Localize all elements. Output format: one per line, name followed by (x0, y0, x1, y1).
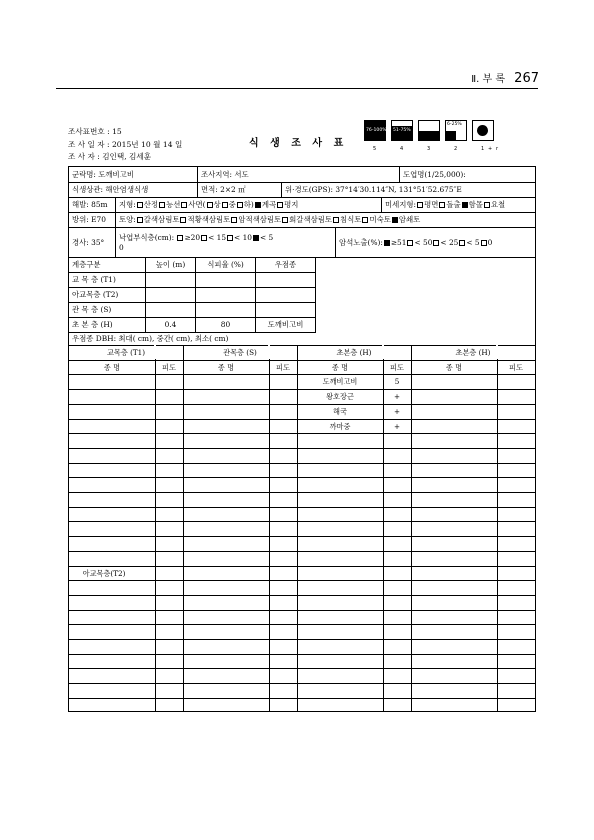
survey-location: 조사지역: 서도 (197, 167, 401, 182)
coverage-label: 26-50% (420, 128, 438, 133)
terrain (115, 197, 383, 212)
grid-row-line (69, 404, 535, 405)
option-label: 침식토 (340, 215, 362, 224)
option-checkbox[interactable] (231, 217, 237, 223)
coverage-label: 76-100% (366, 128, 387, 133)
option-label: < 5 (466, 237, 480, 247)
grid-column-line (411, 345, 412, 711)
microterrain-options (416, 199, 505, 210)
grid-row-line (69, 639, 535, 640)
option-checkbox[interactable] (407, 240, 413, 246)
soil (115, 212, 539, 227)
microterrain (381, 197, 537, 212)
option-checkbox[interactable] (462, 202, 468, 208)
option-checkbox[interactable] (459, 240, 465, 246)
plot-area: 면적: 2×2 ㎡ (197, 182, 284, 197)
herb-species-cover: + (393, 392, 401, 402)
survey-date: 조 사 일 자 : 2015년 10 월 14 일 (68, 139, 183, 149)
grid-row-line (69, 374, 535, 375)
species-cover-header: 피도 (390, 362, 404, 372)
option-label: 사면( (188, 200, 206, 209)
row-dbh (69, 332, 535, 346)
grid-row-line (69, 668, 535, 669)
grid-row-line (69, 698, 535, 699)
coverage-number: 2 (454, 146, 458, 152)
option-checkbox[interactable] (362, 217, 368, 223)
grid-row-line (69, 536, 535, 537)
strata-cell: 식피율 (%) (195, 257, 255, 272)
row-terrain (69, 197, 535, 213)
strata-cell: 0.4 (145, 317, 195, 332)
coverage-number: + (488, 146, 493, 152)
strata-row (69, 287, 316, 303)
option-label: 돌출 (446, 200, 461, 209)
option-checkbox[interactable] (181, 202, 187, 208)
option-checkbox[interactable] (137, 217, 143, 223)
option-label: 산정 (143, 200, 159, 209)
option-checkbox[interactable] (433, 240, 439, 246)
grid-row-line (69, 389, 535, 390)
strata-cell: 초 본 층 (H) (72, 320, 113, 329)
strata-cell: 우점종 (255, 257, 315, 272)
option-label: 함몰 (468, 200, 483, 209)
herb-species-name: 해국 (333, 406, 347, 416)
header-merge-mask (382, 345, 384, 359)
rock-exposure (335, 227, 537, 257)
survey-form (68, 166, 536, 712)
species-cover-header: 피도 (276, 362, 290, 372)
option-checkbox[interactable] (159, 202, 165, 208)
row-community (69, 167, 535, 183)
option-label: 평지 (284, 200, 299, 209)
option-checkbox[interactable] (484, 202, 490, 208)
coverage-box (391, 120, 413, 141)
grid-row-line (69, 654, 535, 655)
grid-row-line (69, 433, 535, 434)
soil-options (136, 214, 421, 225)
option-checkbox[interactable] (207, 202, 213, 208)
strata-cell (145, 302, 195, 317)
coverage-number: 1 (481, 146, 485, 152)
option-label: 미숙토 (369, 215, 391, 224)
option-label: 0 (487, 237, 493, 247)
option-checkbox[interactable] (384, 240, 390, 246)
option-checkbox[interactable] (277, 202, 283, 208)
option-label: 상 (213, 200, 221, 209)
strata-cell (255, 302, 315, 317)
option-label: 요철 (490, 200, 506, 209)
strata-cell (145, 272, 195, 287)
chapter-label: Ⅱ. 부 록 (471, 74, 505, 85)
grid-row-line (69, 360, 535, 361)
species-group-header: 관목층 (S) (223, 348, 257, 357)
strata-cell: 아교목층 (T2) (72, 290, 119, 299)
header-merge-mask (154, 345, 156, 359)
soil-label: 토양: (119, 215, 136, 224)
herb-species-cover: + (393, 406, 401, 416)
strata-cell: 도깨비고비 (255, 317, 315, 332)
coverage-box (472, 120, 494, 141)
terrain-options (136, 199, 299, 210)
physiognomy: 식생상관: 해안염생식생 (72, 185, 149, 194)
strata-row (69, 302, 316, 318)
species-name-header: 종 명 (217, 362, 235, 372)
litter-layer (115, 227, 337, 257)
slope: 경사: 35° (72, 237, 105, 247)
grid-column-line (497, 345, 498, 711)
option-checkbox[interactable] (481, 240, 487, 246)
strata-row (69, 272, 316, 288)
grid-row-line (69, 463, 535, 464)
grid-row-line (69, 624, 535, 625)
grid-row-line (69, 551, 535, 552)
grid-row-line (69, 595, 535, 596)
option-checkbox[interactable] (201, 235, 207, 241)
map-number: 도엽명(1/25,000): (399, 167, 538, 182)
option-label: 평면 (424, 200, 439, 209)
option-checkbox[interactable] (177, 235, 183, 241)
coverage-label: 6-25% (447, 122, 462, 127)
altitude: 해발: 85m (72, 200, 108, 209)
grid-row-line (69, 507, 535, 508)
option-label: 하) (243, 200, 254, 209)
strata-cell (195, 287, 255, 302)
species-group-header: 교목층 (T1) (106, 348, 146, 357)
herb-species-name: 까마중 (329, 421, 351, 431)
grid-row-line (69, 610, 535, 611)
option-label: < 5 (259, 233, 274, 242)
grid-row-line (69, 566, 535, 567)
coverage-box (364, 120, 386, 141)
row-soil (69, 212, 535, 228)
grid-column-line (155, 345, 156, 711)
option-label: 암쇄토 (398, 215, 421, 224)
gps-coordinates: 위·경도(GPS): 37°14′30.114″N, 131°51′52.675″E (281, 182, 537, 197)
grid-row-line (69, 521, 535, 522)
litter-options (176, 233, 273, 242)
option-label: < 50 (414, 237, 433, 247)
option-checkbox[interactable] (237, 202, 243, 208)
species-cover-header: 피도 (509, 362, 523, 372)
option-checkbox[interactable] (439, 202, 445, 208)
strata-cell: 교 목 층 (T1) (72, 275, 116, 284)
option-checkbox[interactable] (255, 202, 261, 208)
species-name-header: 종 명 (331, 362, 349, 372)
coverage-fill (446, 131, 456, 141)
option-checkbox[interactable] (333, 217, 339, 223)
grid-row-line (69, 419, 535, 420)
coverage-number: 3 (427, 146, 431, 152)
option-label: ≥20 (184, 233, 201, 242)
litter-extra: 0 (119, 243, 124, 252)
option-label: < 15 (208, 233, 227, 242)
species-group-header: 초본층 (H) (455, 348, 491, 357)
aspect: 방위: E70 (72, 215, 106, 224)
option-label: 능선 (166, 200, 181, 209)
row-physiognomy (69, 182, 535, 198)
subcanopy-label: 아교목층(T2) (82, 568, 126, 578)
coverage-number: 4 (400, 146, 404, 152)
species-grid (69, 345, 535, 711)
coverage-number: 5 (373, 146, 377, 152)
surveyors: 조 사 자 : 김인택, 김세훈 (68, 152, 152, 162)
survey-meta (68, 126, 182, 164)
option-label: < 10 (234, 233, 252, 242)
strata-cell: 80 (195, 317, 255, 332)
herb-species-cover: 5 (394, 377, 400, 387)
species-name-header: 종 명 (103, 362, 121, 372)
option-label: 적황색삼림토 (187, 215, 231, 224)
header-merge-mask (268, 345, 270, 359)
grid-row-line (69, 683, 535, 684)
header-merge-mask (496, 345, 498, 359)
option-label: < 25 (440, 237, 459, 247)
grid-row-line (69, 477, 535, 478)
option-checkbox[interactable] (227, 235, 233, 241)
option-label: 암적색삼림토 (238, 215, 282, 224)
strata-cell: 높이 (m) (145, 257, 195, 272)
option-label: 중 (228, 200, 236, 209)
option-label: ≥51 (390, 237, 407, 247)
strata-cell (255, 287, 315, 302)
grid-column-line (269, 345, 270, 711)
option-label: 갈색삼림토 (143, 215, 180, 224)
species-name-header: 종 명 (445, 362, 463, 372)
option-label: 회갈색삼림토 (289, 215, 333, 224)
species-cover-header: 피도 (162, 362, 176, 372)
grid-row-line (69, 580, 535, 581)
community-name: 군락명: 도깨비고비 (72, 170, 134, 179)
dominant-dbh: 우점종 DBH: 최대( cm), 중간( cm), 최소( cm) (72, 334, 229, 343)
header-rule (56, 88, 538, 89)
strata-row (69, 317, 316, 333)
option-checkbox[interactable] (253, 235, 259, 241)
litter-label: 낙엽부식층(cm): (119, 233, 175, 242)
strata-header-row (69, 257, 316, 273)
strata-cell (195, 272, 255, 287)
coverage-number: r (496, 146, 499, 152)
rock-label: 암석노출(%): (339, 237, 383, 247)
option-checkbox[interactable] (392, 217, 398, 223)
coverage-box (445, 120, 467, 141)
herb-species-name: 도깨비고비 (322, 377, 358, 387)
herb-species-name: 왕호장근 (326, 392, 354, 402)
coverage-label: 51-75% (393, 128, 411, 133)
herb-species-cover: + (393, 421, 401, 431)
option-checkbox[interactable] (282, 217, 288, 223)
option-label: 계곡 (261, 200, 277, 209)
rock-options (383, 238, 492, 247)
grid-row-line (69, 492, 535, 493)
option-checkbox[interactable] (180, 217, 186, 223)
row-slope (69, 227, 535, 258)
strata-cell: 관 목 층 (S) (72, 305, 112, 314)
option-checkbox[interactable] (137, 202, 143, 208)
grid-row-line (69, 448, 535, 449)
strata-cell (255, 272, 315, 287)
option-checkbox[interactable] (417, 202, 423, 208)
terrain-label: 지형: (119, 200, 136, 209)
strata-cell (195, 302, 255, 317)
page-number: 267 (514, 71, 539, 86)
strata-cell (145, 287, 195, 302)
coverage-box (418, 120, 440, 141)
form-title: 식 생 조 사 표 (249, 138, 348, 149)
option-checkbox[interactable] (222, 202, 228, 208)
microterrain-label: 미세지형: (385, 200, 417, 209)
grid-column-line (183, 345, 184, 711)
page-header (471, 70, 539, 86)
coverage-dot (477, 125, 488, 136)
survey-number: 조사표번호 : 15 (68, 127, 122, 136)
species-group-header: 초본층 (H) (336, 348, 372, 357)
strata-cell: 계층구분 (72, 260, 101, 269)
